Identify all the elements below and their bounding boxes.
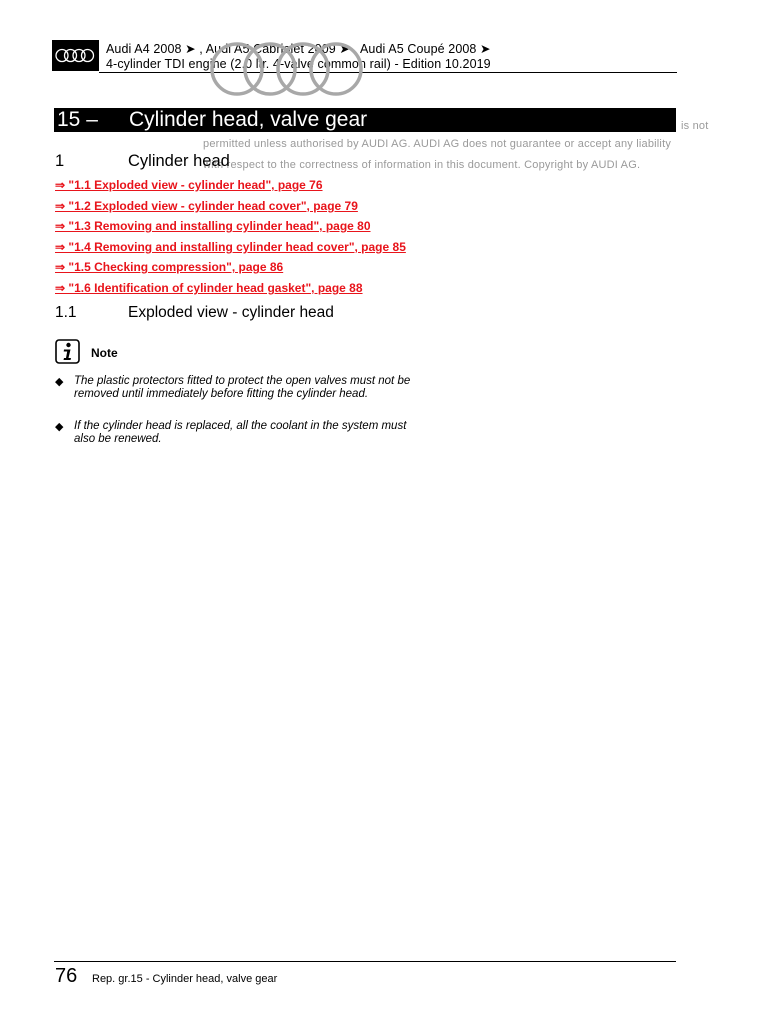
subsection-title: Exploded view - cylinder head xyxy=(128,304,334,321)
note-item-coolant: If the cylinder head is replaced, all the coolant in the system must also be renewed. xyxy=(74,420,407,445)
audi-logo xyxy=(52,40,99,71)
watermark-text-1: is not xyxy=(681,120,709,132)
link-checking-compression[interactable]: ⇒ "1.5 Checking compression", page 86 xyxy=(55,260,284,274)
note-item-protectors: The plastic protectors fitted to protect the open valves must not be removed until immediately before fitting the cylinder head. xyxy=(74,375,411,400)
footer-title: Rep. gr.15 - Cylinder head, valve gear xyxy=(92,973,278,985)
footer-rule xyxy=(54,961,676,962)
link-exploded-view-cylinder-head[interactable]: ⇒ "1.1 Exploded view - cylinder head", page 76 xyxy=(55,178,323,192)
section-number: 1 xyxy=(55,152,65,170)
chapter-number: 15 – xyxy=(57,108,98,131)
bullet-marker: ◆ xyxy=(55,376,64,388)
header-model-line: Audi A4 2008 ➤ , Audi A5 Cabriolet 2009 ➤ , Audi A5 Coupé 2008 ➤ xyxy=(106,42,491,56)
audi-rings-logo-icon xyxy=(52,40,99,71)
section-title: Cylinder head xyxy=(128,152,230,170)
page-number: 76 xyxy=(55,965,78,987)
link-removing-installing-cylinder-head-cover[interactable]: ⇒ "1.4 Removing and installing cylinder head cover", page 85 xyxy=(55,240,406,254)
subsection-number: 1.1 xyxy=(55,304,77,321)
bullet-marker: ◆ xyxy=(55,421,64,433)
note-label: Note xyxy=(91,346,118,360)
link-removing-installing-cylinder-head[interactable]: ⇒ "1.3 Removing and installing cylinder head", page 80 xyxy=(55,219,371,233)
watermark-text-3: with respect to the correctness of information in this document. Copyright by AUDI AG. xyxy=(203,159,641,171)
header-engine-line: 4-cylinder TDI engine (2.0 ltr. 4-valve common rail) - Edition 10.2019 xyxy=(106,57,491,71)
chapter-title: Cylinder head, valve gear xyxy=(129,108,368,131)
watermark-text-2: permitted unless authorised by AUDI AG. AUDI AG does not guarantee or accept any liability xyxy=(203,138,672,150)
link-identification-cylinder-head-gasket[interactable]: ⇒ "1.6 Identification of cylinder head gasket", page 88 xyxy=(55,281,363,295)
chapter-heading xyxy=(54,108,676,132)
link-exploded-view-cylinder-head-cover[interactable]: ⇒ "1.2 Exploded view - cylinder head cover", page 79 xyxy=(55,199,358,213)
header-rule xyxy=(99,72,677,73)
info-icon xyxy=(55,339,80,364)
